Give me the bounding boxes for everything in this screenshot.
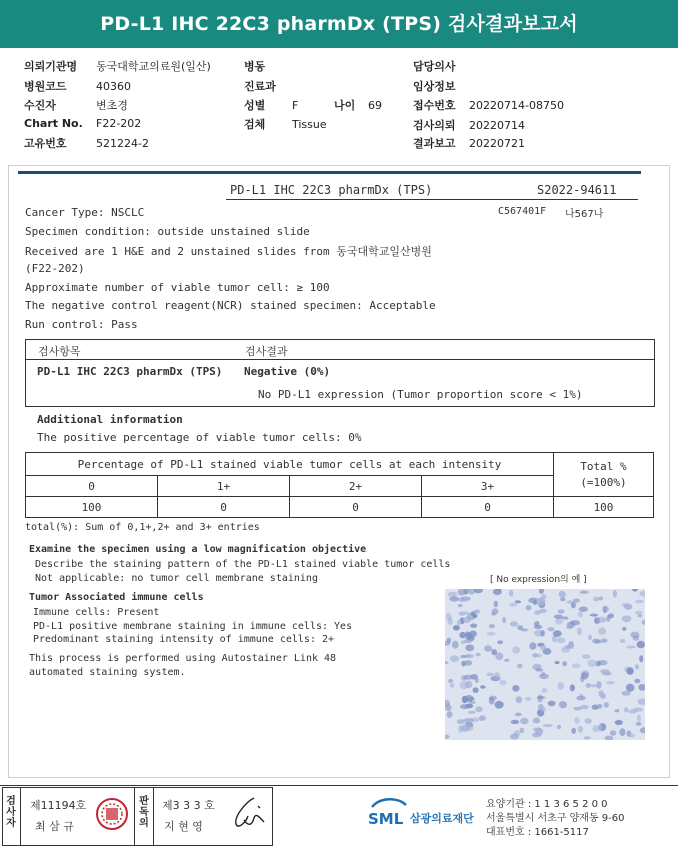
cell-nucleus bbox=[593, 597, 599, 601]
cell-nucleus bbox=[580, 591, 589, 594]
doctor-label-3: 의 bbox=[139, 818, 149, 829]
cell-nucleus bbox=[489, 696, 497, 701]
org-name: 삼광의료재단 bbox=[410, 812, 474, 825]
examiner-name: 최 삼 규 bbox=[35, 820, 74, 833]
label-doctor: 담당의사 bbox=[413, 60, 456, 73]
line-specimen-condition: Specimen condition: outside unstained slide bbox=[25, 225, 310, 238]
header-request-date bbox=[413, 117, 525, 133]
cell-nucleus bbox=[494, 601, 498, 608]
cell-nucleus bbox=[515, 600, 522, 603]
cell-nucleus bbox=[450, 655, 459, 662]
cell-nucleus bbox=[464, 660, 472, 666]
cell-nucleus bbox=[555, 661, 560, 664]
cell-nucleus bbox=[499, 680, 506, 685]
block-code-2: 나567나 bbox=[565, 209, 604, 220]
cell-nucleus bbox=[600, 669, 609, 673]
cell-nucleus bbox=[571, 602, 576, 608]
cell-nucleus bbox=[559, 701, 567, 708]
cell-nucleus bbox=[535, 668, 543, 671]
header-doctor bbox=[413, 58, 469, 74]
additional-title: Additional information bbox=[37, 413, 183, 426]
label-id: 고유번호 bbox=[24, 137, 67, 150]
cell-nucleus bbox=[605, 681, 615, 684]
micrograph-image bbox=[445, 589, 645, 740]
label-report-date: 결과보고 bbox=[413, 137, 456, 150]
cell-nucleus bbox=[598, 627, 606, 635]
line-run-control: Run control: Pass bbox=[25, 318, 138, 331]
label-accession: 접수번호 bbox=[413, 99, 456, 112]
cell-nucleus bbox=[556, 637, 565, 643]
cell-nucleus bbox=[466, 654, 470, 657]
process-line-2: automated staining system. bbox=[29, 667, 186, 678]
cell-nucleus bbox=[584, 736, 591, 739]
result-value: Negative (0%) bbox=[244, 365, 331, 378]
examine-line-2: Not applicable: no tumor cell membrane staining bbox=[35, 573, 318, 584]
cell-nucleus bbox=[465, 718, 474, 722]
cell-nucleus bbox=[597, 617, 607, 623]
doctor-signature bbox=[224, 792, 270, 838]
header-dept bbox=[244, 78, 276, 94]
result-box-divider bbox=[25, 359, 655, 360]
cell-nucleus bbox=[497, 640, 503, 644]
cell-nucleus bbox=[447, 711, 453, 718]
cell-nucleus bbox=[559, 591, 566, 598]
report-top-rule bbox=[18, 171, 641, 174]
value-1: 0 bbox=[158, 497, 290, 518]
cell-nucleus bbox=[476, 653, 481, 656]
cell-nucleus bbox=[517, 625, 523, 630]
value-total: 100 bbox=[554, 497, 654, 518]
header-row-hospital-code bbox=[24, 78, 131, 94]
cell-nucleus bbox=[548, 701, 556, 707]
cell-nucleus bbox=[579, 606, 588, 612]
cell-nucleus bbox=[539, 674, 549, 680]
cell-nucleus bbox=[487, 632, 496, 636]
cell-nucleus bbox=[626, 667, 633, 675]
cell-nucleus bbox=[540, 645, 546, 651]
cell-nucleus bbox=[495, 701, 504, 709]
intensity-2: 2+ bbox=[290, 476, 422, 497]
cell-nucleus bbox=[635, 600, 644, 603]
cell-nucleus bbox=[536, 598, 545, 606]
block-code: C567401F bbox=[498, 206, 547, 217]
cell-nucleus bbox=[598, 660, 607, 665]
header-ward bbox=[244, 58, 265, 74]
cell-nucleus bbox=[629, 734, 635, 738]
cell-nucleus bbox=[615, 709, 620, 712]
immune-title: Tumor Associated immune cells bbox=[29, 592, 204, 603]
cell-nucleus bbox=[463, 640, 471, 643]
cell-nucleus bbox=[512, 646, 520, 653]
label-institution: 의뢰기관명 bbox=[24, 60, 78, 73]
cell-nucleus bbox=[542, 688, 548, 693]
cell-nucleus bbox=[585, 718, 592, 724]
cell-nucleus bbox=[465, 631, 469, 637]
cell-nucleus bbox=[514, 730, 520, 736]
line-viable-tumor: Approximate number of viable tumor cell: ≥ 100 bbox=[25, 281, 330, 294]
cell-nucleus bbox=[598, 690, 603, 697]
cell-nucleus bbox=[469, 631, 477, 638]
cell-nucleus bbox=[573, 599, 580, 603]
cell-nucleus bbox=[453, 625, 460, 631]
additional-text: The positive percentage of viable tumor cells: 0% bbox=[37, 431, 362, 444]
cell-nucleus bbox=[536, 654, 542, 658]
cell-nucleus bbox=[568, 641, 574, 649]
doctor-label-1: 판 bbox=[139, 796, 149, 807]
intensity-table-header: Percentage of PD-L1 stained viable tumor cells at each intensity bbox=[26, 453, 554, 476]
cell-nucleus bbox=[613, 590, 617, 598]
cell-nucleus bbox=[553, 630, 562, 637]
intensity-table bbox=[25, 452, 654, 518]
footer-rule bbox=[0, 785, 678, 786]
header-accession bbox=[413, 97, 564, 113]
result-item: PD-L1 IHC 22C3 pharmDx (TPS) bbox=[37, 365, 223, 378]
value-id: 521224-2 bbox=[96, 137, 149, 150]
label-hospital-code: 병원코드 bbox=[24, 80, 67, 93]
cell-nucleus bbox=[620, 639, 625, 643]
cell-nucleus bbox=[470, 624, 477, 628]
value-request-date: 20220714 bbox=[469, 119, 525, 132]
cell-nucleus bbox=[445, 704, 452, 711]
cell-nucleus bbox=[534, 621, 539, 626]
doctor-label bbox=[137, 796, 151, 829]
cell-nucleus bbox=[560, 597, 566, 601]
process-line-1: This process is performed using Autostainer Link 48 bbox=[29, 653, 337, 664]
intensity-0: 0 bbox=[26, 476, 158, 497]
examiner-label-3: 자 bbox=[6, 818, 16, 829]
examiner-label-2: 사 bbox=[6, 807, 16, 818]
label-clinical: 임상정보 bbox=[413, 80, 456, 93]
cell-nucleus bbox=[635, 664, 639, 669]
cell-nucleus bbox=[473, 687, 479, 693]
intensity-1: 1+ bbox=[158, 476, 290, 497]
cell-nucleus bbox=[622, 627, 626, 631]
cell-nucleus bbox=[458, 604, 463, 607]
org-code: 요양기관 : 1 1 3 6 5 2 0 0 bbox=[486, 799, 608, 810]
cell-nucleus bbox=[629, 709, 638, 713]
header-row-patient bbox=[24, 97, 128, 113]
cell-nucleus bbox=[558, 682, 565, 690]
cell-nucleus bbox=[562, 661, 567, 666]
value-report-date: 20220721 bbox=[469, 137, 525, 150]
cell-nucleus bbox=[570, 620, 580, 625]
cell-nucleus bbox=[529, 642, 536, 650]
value-specimen: Tissue bbox=[292, 118, 327, 131]
cell-nucleus bbox=[597, 704, 602, 709]
value-hospital-code: 40360 bbox=[96, 80, 131, 93]
cell-nucleus bbox=[459, 599, 468, 602]
cell-nucleus bbox=[637, 714, 641, 721]
org-phone: 대표번호 : 1661-5117 bbox=[486, 827, 589, 838]
cell-nucleus bbox=[512, 685, 519, 692]
immune-line-1: Immune cells: Present bbox=[33, 607, 160, 618]
sml-logo-icon bbox=[366, 793, 410, 833]
org-address: 서울특별시 서초구 양재동 9-60 bbox=[486, 813, 625, 824]
examine-line-1: Describe the staining pattern of the PD-L1 stained viable tumor cells bbox=[35, 559, 451, 570]
cell-nucleus bbox=[630, 632, 639, 638]
label-request-date: 검사의뢰 bbox=[413, 119, 456, 132]
value-0: 100 bbox=[26, 497, 158, 518]
cell-nucleus bbox=[541, 630, 545, 636]
cell-nucleus bbox=[448, 679, 453, 683]
cell-nucleus bbox=[465, 681, 473, 689]
intensity-3: 3+ bbox=[422, 476, 554, 497]
doctor-name: 지 현 영 bbox=[164, 820, 203, 833]
header-row-id bbox=[24, 135, 149, 151]
result-header-result: 검사결과 bbox=[245, 345, 288, 358]
report-name-underline bbox=[226, 199, 638, 200]
cell-nucleus bbox=[596, 681, 601, 689]
cell-nucleus bbox=[447, 638, 452, 644]
cell-nucleus bbox=[598, 724, 603, 731]
examine-title: Examine the specimen using a low magnification objective bbox=[29, 544, 367, 555]
total-header-label: Total % bbox=[580, 459, 627, 473]
cell-nucleus bbox=[570, 684, 575, 691]
cell-nucleus bbox=[634, 679, 640, 684]
examiner-label bbox=[4, 796, 18, 829]
header-row-institution bbox=[24, 58, 211, 74]
cell-nucleus bbox=[537, 696, 546, 699]
cell-nucleus bbox=[626, 646, 636, 649]
cell-nucleus bbox=[590, 614, 598, 617]
cell-nucleus bbox=[474, 610, 480, 614]
cell-nucleus bbox=[479, 715, 486, 721]
cell-nucleus bbox=[509, 603, 517, 607]
line-cancer-type: Cancer Type: NSCLC bbox=[25, 206, 145, 219]
cell-nucleus bbox=[464, 675, 474, 680]
value-sex: F bbox=[292, 99, 299, 112]
sig-divider-2 bbox=[134, 787, 135, 846]
sig-divider-1 bbox=[20, 787, 21, 846]
cell-nucleus bbox=[449, 596, 459, 601]
total-note: total(%): Sum of 0,1+,2+ and 3+ entries bbox=[25, 522, 260, 533]
cell-nucleus bbox=[448, 617, 454, 625]
cell-nucleus bbox=[448, 592, 458, 598]
cell-nucleus bbox=[535, 717, 540, 722]
cell-nucleus bbox=[480, 685, 486, 689]
cell-nucleus bbox=[475, 706, 482, 712]
label-specimen: 검체 bbox=[244, 118, 266, 131]
cell-nucleus bbox=[515, 713, 522, 717]
cell-nucleus bbox=[555, 618, 563, 624]
cell-nucleus bbox=[509, 590, 513, 597]
cell-nucleus bbox=[520, 718, 528, 725]
cell-nucleus bbox=[516, 696, 523, 703]
cell-nucleus bbox=[558, 609, 565, 613]
cell-nucleus bbox=[525, 697, 531, 701]
cell-nucleus bbox=[459, 632, 466, 638]
cell-nucleus bbox=[533, 728, 541, 731]
cell-nucleus bbox=[610, 730, 616, 736]
cell-nucleus bbox=[468, 711, 476, 714]
result-note: No PD-L1 expression (Tumor proportion score < 1%) bbox=[258, 388, 583, 401]
cell-nucleus bbox=[639, 655, 643, 662]
cell-nucleus bbox=[465, 645, 474, 652]
label-sex: 성별 bbox=[244, 99, 266, 112]
cell-nucleus bbox=[489, 624, 495, 628]
cell-nucleus bbox=[578, 726, 583, 733]
cell-nucleus bbox=[487, 673, 495, 677]
cell-nucleus bbox=[520, 728, 525, 734]
cell-nucleus bbox=[576, 696, 585, 701]
logo-text: SML bbox=[368, 810, 404, 828]
label-patient: 수진자 bbox=[24, 99, 56, 112]
cell-nucleus bbox=[624, 604, 632, 610]
header-clinical bbox=[413, 78, 469, 94]
report-test-name: PD-L1 IHC 22C3 pharmDx (TPS) bbox=[230, 183, 433, 197]
cell-nucleus bbox=[466, 704, 473, 709]
intensity-total-header bbox=[554, 453, 654, 497]
report-number: S2022-94611 bbox=[537, 183, 617, 197]
cell-nucleus bbox=[604, 702, 609, 708]
cell-nucleus bbox=[587, 660, 597, 667]
cell-nucleus bbox=[624, 707, 628, 712]
cell-nucleus bbox=[526, 605, 532, 611]
value-accession: 20220714-08750 bbox=[469, 99, 564, 112]
examiner-label-1: 검 bbox=[6, 796, 16, 807]
cell-nucleus bbox=[517, 664, 523, 668]
value-2: 0 bbox=[290, 497, 422, 518]
image-caption: [ No expression의 예 ] bbox=[490, 575, 587, 585]
cell-nucleus bbox=[511, 720, 519, 724]
cell-nucleus bbox=[467, 724, 474, 731]
cell-nucleus bbox=[557, 725, 561, 730]
line-ncr: The negative control reagent(NCR) stained specimen: Acceptable bbox=[25, 299, 436, 312]
cell-nucleus bbox=[592, 639, 600, 644]
cell-nucleus bbox=[571, 728, 576, 734]
cell-nucleus bbox=[572, 663, 581, 668]
cell-nucleus bbox=[638, 614, 643, 617]
report-title: PD-L1 IHC 22C3 pharmDx (TPS) 검사결과보고서 bbox=[0, 0, 678, 48]
cell-nucleus bbox=[494, 672, 500, 680]
doctor-label-2: 독 bbox=[139, 807, 149, 818]
cell-nucleus bbox=[578, 612, 583, 618]
cell-nucleus bbox=[547, 627, 554, 631]
cell-nucleus bbox=[475, 678, 479, 684]
cell-nucleus bbox=[510, 621, 518, 626]
total-header-sub: (=100%) bbox=[580, 475, 627, 489]
label-age: 나이 bbox=[334, 99, 356, 112]
cell-nucleus bbox=[636, 722, 641, 726]
value-3: 0 bbox=[422, 497, 554, 518]
examiner-seal bbox=[95, 797, 129, 831]
header-row-chart-no bbox=[24, 117, 141, 130]
cell-nucleus bbox=[561, 616, 568, 619]
cell-nucleus bbox=[599, 596, 603, 600]
cell-nucleus bbox=[460, 655, 466, 658]
cell-nucleus bbox=[581, 672, 589, 679]
cell-nucleus bbox=[622, 615, 632, 622]
doctor-license: 제3 3 3 호 bbox=[162, 799, 215, 812]
label-dept: 진료과 bbox=[244, 80, 276, 93]
header-report-date bbox=[413, 135, 525, 151]
cell-nucleus bbox=[635, 611, 642, 615]
sig-divider-3 bbox=[153, 787, 154, 846]
line-chart-ref: (F22-202) bbox=[25, 262, 85, 275]
cell-nucleus bbox=[574, 717, 579, 724]
value-institution: 동국대학교의료원(일산) bbox=[96, 60, 211, 73]
cell-nucleus bbox=[464, 695, 473, 702]
cell-nucleus bbox=[619, 728, 625, 736]
cell-nucleus bbox=[495, 652, 503, 660]
cell-nucleus bbox=[457, 620, 462, 626]
line-received: Received are 1 H&E and 2 unstained slides from 동국대학교일산병원 bbox=[25, 245, 432, 258]
label-ward: 병동 bbox=[244, 60, 266, 73]
cell-nucleus bbox=[582, 654, 590, 659]
cell-nucleus bbox=[603, 606, 609, 611]
result-header-item: 검사항목 bbox=[38, 345, 81, 358]
immune-line-2: PD-L1 positive membrane staining in immune cells: Yes bbox=[33, 621, 353, 632]
immune-line-3: Predominant staining intensity of immune cells: 2+ bbox=[33, 634, 335, 645]
cell-nucleus bbox=[450, 683, 455, 687]
cell-nucleus bbox=[538, 704, 544, 710]
cell-nucleus bbox=[543, 724, 553, 727]
cell-nucleus bbox=[539, 609, 547, 613]
cell-nucleus bbox=[573, 707, 582, 711]
cell-nucleus bbox=[615, 720, 623, 725]
cell-nucleus bbox=[577, 627, 582, 635]
cell-nucleus bbox=[626, 684, 635, 692]
value-age: 69 bbox=[368, 99, 382, 112]
header-specimen bbox=[244, 116, 327, 132]
cell-nucleus bbox=[502, 617, 506, 623]
label-chart-no: Chart No. bbox=[24, 117, 83, 130]
value-patient: 변초경 bbox=[96, 99, 128, 112]
cell-nucleus bbox=[606, 615, 610, 622]
cell-nucleus bbox=[504, 659, 509, 662]
value-chart-no: F22-202 bbox=[96, 117, 142, 130]
cell-nucleus bbox=[637, 641, 645, 649]
examiner-license: 제11194호 bbox=[30, 799, 87, 812]
header-sex-age bbox=[244, 97, 382, 113]
cell-nucleus bbox=[484, 645, 492, 652]
cell-nucleus bbox=[452, 641, 459, 649]
cell-nucleus bbox=[492, 608, 499, 614]
cell-nucleus bbox=[588, 635, 592, 640]
cell-nucleus bbox=[586, 683, 592, 688]
